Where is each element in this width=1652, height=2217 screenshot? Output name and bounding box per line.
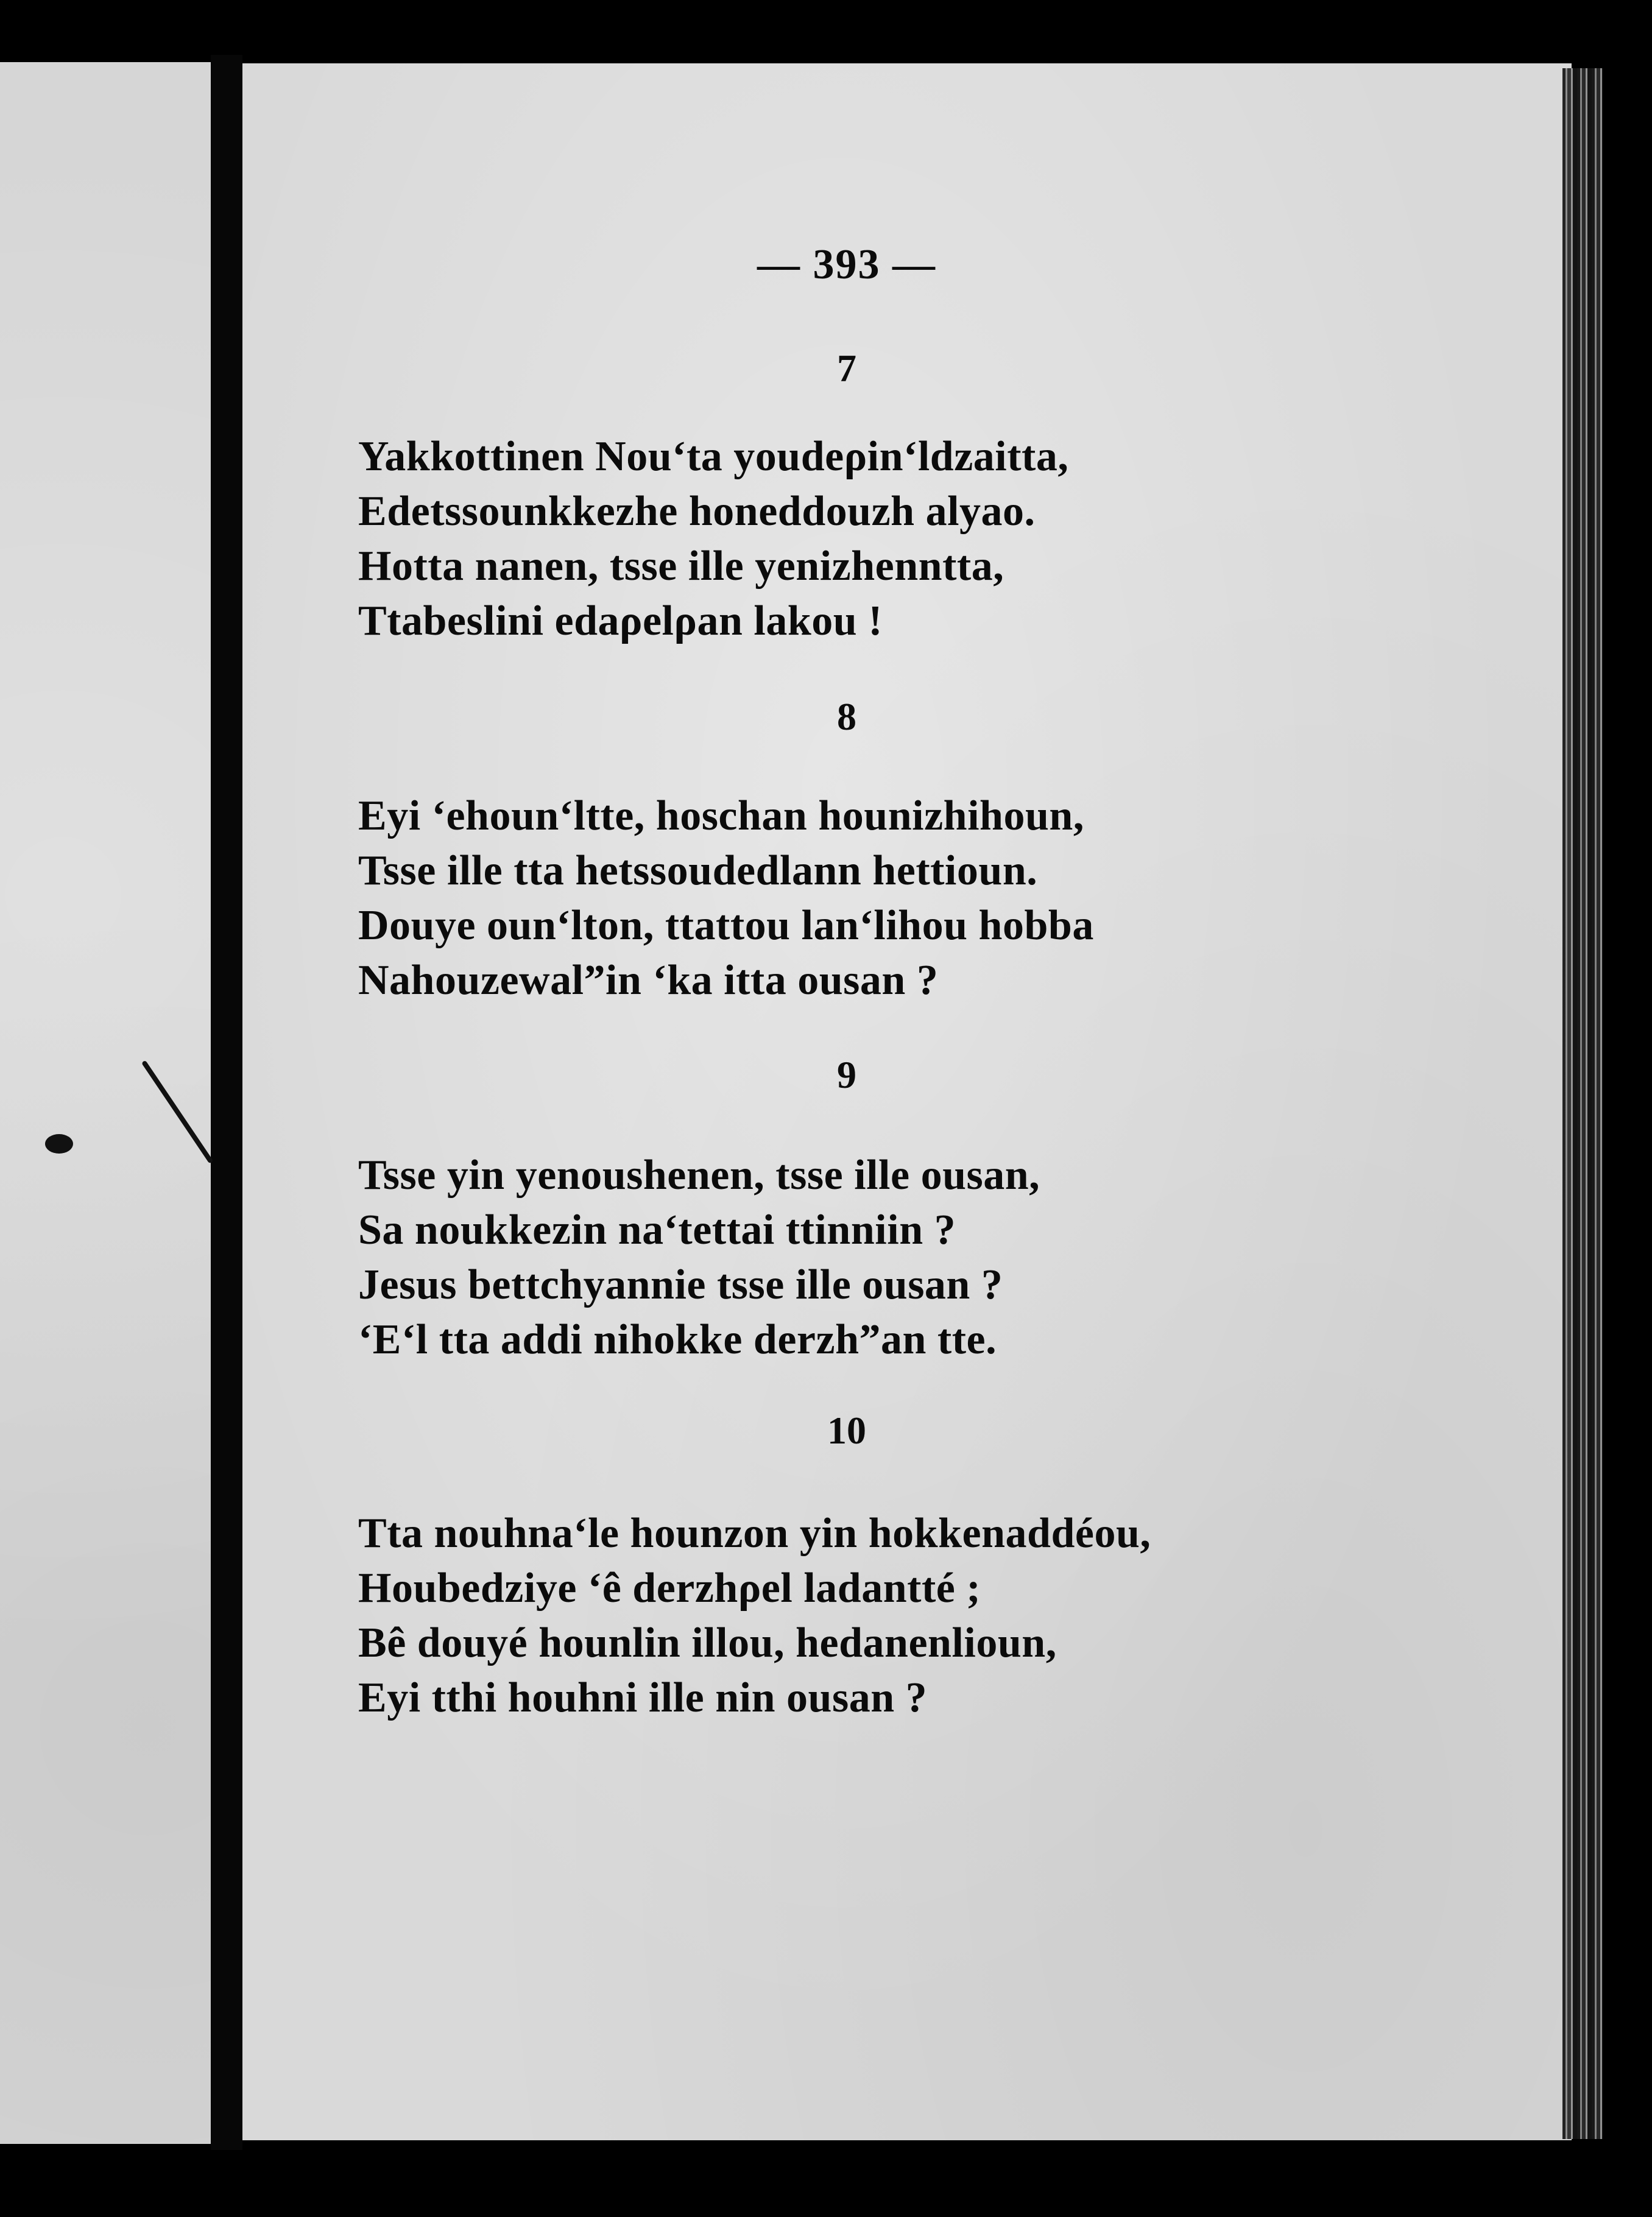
verse-line: Sa noukkezin na‘tettai ttinniin ? (358, 1207, 956, 1253)
verse-line: Yakkottinen Nou‘ta youdeρin‘ldzaitta, (358, 433, 1069, 480)
verse-line: Bê douyé hounlin illou, hedanenlioun, (358, 1620, 1057, 1666)
verse-line: Tsse ille tta hetssoudedlann hettioun. (358, 847, 1038, 894)
verse-line: Ttabeslini edaρelρan lakou ! (358, 597, 883, 644)
stanza-number-9: 9 (837, 1053, 856, 1096)
facing-page (0, 62, 211, 2144)
stanza-9 (358, 1148, 1345, 1367)
stanza-8 (358, 789, 1345, 1008)
stanza-number-7: 7 (837, 347, 856, 390)
verse-line: Jesus bettchyannie tsse ille ousan ? (358, 1261, 1003, 1308)
verse-line: Edetssounkkezhe honeddouzh alyao. (358, 488, 1036, 535)
book-gutter (211, 55, 242, 2150)
page-edge (1562, 68, 1603, 2139)
stanza-number-8: 8 (837, 695, 856, 738)
verse-line: Tsse yin yenoushenen, tsse ille ousan, (358, 1152, 1040, 1199)
verse-line: Tta nouhna‘le hounzon yin hokkenaddéou, (358, 1510, 1151, 1557)
stanza-number-10: 10 (827, 1409, 866, 1452)
verse-line: Eyi tthi houhni ille nin ousan ? (358, 1674, 928, 1721)
verse-line: Douye oun‘lton, ttattou lan‘lihou hobba (358, 902, 1094, 949)
page-number: — 393 — (757, 241, 936, 288)
verse-line: Houbedziye ‘ê derzhρel ladantté ; (358, 1565, 981, 1612)
ink-blot (45, 1134, 73, 1154)
verse-line: Hotta nanen, tsse ille yenizhenntta, (358, 543, 1004, 590)
verse-line: Nahouzewal”in ‘ka itta ousan ? (358, 957, 939, 1004)
stanza-10 (358, 1506, 1345, 1725)
verse-line: Eyi ‘ehoun‘ltte, hoschan hounizhihoun, (358, 792, 1084, 839)
verse-line: ‘E‘l tta addi nihokke derzh”an tte. (358, 1316, 997, 1363)
stanza-7 (358, 429, 1345, 649)
